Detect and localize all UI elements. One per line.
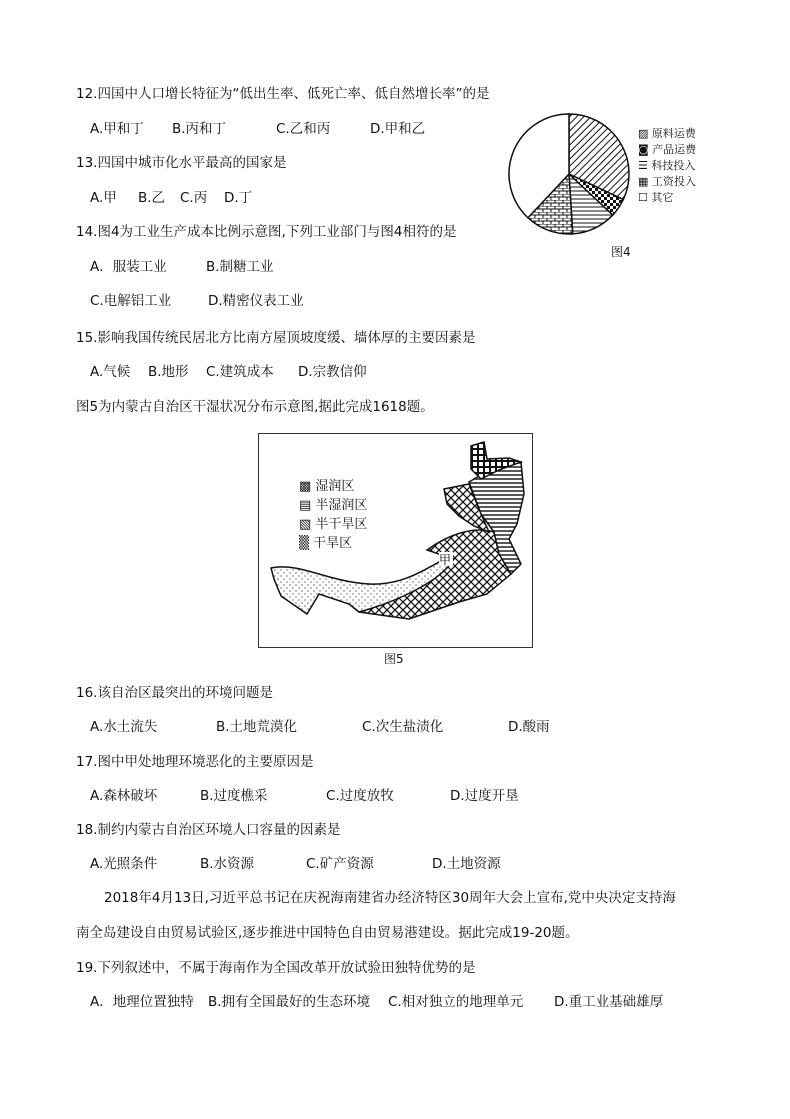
question-19-stem: 19.下列叙述中，不属于海南作为全国改革开放试验田独特优势的是 (76, 960, 476, 976)
legend-semi-arid: ▧ 半干旱区 (299, 517, 368, 532)
legend-humid: ▩ 湿润区 (299, 479, 355, 494)
hainan-paragraph-line1: 2018年4月13日,习近平总书记在庆祝海南建省办经济特区30周年大会上宣布,党中央决定支持海 (104, 890, 676, 906)
question-17-options (90, 787, 519, 805)
option-b: B.拥有全国最好的生态环境 (208, 994, 371, 1010)
option-a: A.甲和丁 (90, 121, 144, 137)
option-a: A.水土流失 (90, 719, 158, 735)
legend-label: 原料运费 (651, 127, 696, 140)
option-b: B.过度樵采 (200, 788, 268, 804)
question-13-stem: 13.四国中城市化水平最高的国家是 (76, 155, 287, 171)
question-15-stem: 15.影响我国传统民居北方比南方屋顶坡度缓、墙体厚的主要因素是 (76, 330, 476, 346)
question-14-options-2 (90, 292, 304, 310)
legend-label: 湿润区 (315, 479, 355, 494)
legend-label: 科技投入 (651, 159, 696, 172)
question-14-options (90, 258, 274, 276)
question-19-options (90, 993, 663, 1011)
option-b: B.水资源 (200, 856, 255, 872)
option-a: A．服装工业 (90, 259, 167, 275)
option-d: D.丁 (224, 190, 253, 206)
legend-product-freight: ◙ 产品运费 (638, 143, 697, 156)
option-c: C.丙 (180, 190, 208, 206)
figure-5-map (258, 433, 533, 648)
option-a: A.森林破坏 (90, 788, 158, 804)
question-16-options (90, 718, 550, 736)
option-d: D.甲和乙 (370, 121, 426, 137)
question-16-stem: 16.该自治区最突出的环境问题是 (76, 685, 273, 701)
legend-semi-humid: ▤ 半湿润区 (299, 498, 368, 513)
legend-label: 其它 (651, 191, 674, 204)
question-14-stem: 14.图4为工业生产成本比例示意图,下列工业部门与图4相符的是 (76, 224, 457, 240)
option-b: B.乙 (138, 190, 166, 206)
option-d: D.宗教信仰 (298, 364, 367, 380)
option-a: A．地理位置独特 (90, 994, 194, 1010)
legend-label: 干旱区 (313, 536, 353, 551)
option-d: D.土地资源 (432, 856, 501, 872)
option-c: C.电解铝工业 (90, 293, 172, 309)
legend-label: 产品运费 (652, 143, 697, 156)
legend-wage-input: ▦ 工资投入 (638, 175, 696, 188)
option-d: D.重工业基础雄厚 (554, 994, 664, 1010)
fig5-legend (299, 477, 367, 553)
option-c: C.过度放牧 (326, 788, 394, 804)
fig4-legend (638, 126, 696, 206)
option-b: B.丙和丁 (172, 121, 227, 137)
legend-other: ☐ 其它 (638, 191, 674, 204)
question-12-options (90, 120, 425, 138)
option-c: C.建筑成本 (206, 364, 274, 380)
fig5-caption: 图5 (384, 652, 404, 666)
question-15-options (90, 363, 367, 381)
option-b: B.制糖工业 (206, 259, 274, 275)
legend-arid: ▒ 干旱区 (299, 536, 353, 551)
legend-tech-input: ☰ 科技投入 (638, 159, 696, 172)
hainan-paragraph-line2: 南全岛建设自由贸易试验区,逐步推进中国特色自由贸易港建设。据此完成19-20题。 (76, 925, 579, 941)
question-13-options (90, 189, 252, 207)
option-c: C.乙和丙 (276, 121, 331, 137)
pie-slices (509, 114, 629, 234)
legend-label: 半干旱区 (315, 517, 368, 532)
option-c: C.次生盐渍化 (362, 719, 444, 735)
figure-4 (505, 110, 715, 260)
option-a: A.光照条件 (90, 856, 158, 872)
question-12-stem: 12.四国中人口增长特征为“低出生率、低死亡率、低自然增长率”的是 (76, 86, 490, 102)
question-18-stem: 18.制约内蒙古自治区环境人口容量的因素是 (76, 822, 341, 838)
option-c: C.矿产资源 (306, 856, 374, 872)
legend-raw-material-freight: ▨ 原料运费 (638, 127, 696, 140)
legend-label: 半湿润区 (315, 498, 368, 513)
option-a: A.气候 (90, 364, 131, 380)
fig5-intro: 图5为内蒙古自治区干湿状况分布示意图,据此完成1618题。 (76, 399, 434, 415)
option-c: C.相对独立的地理单元 (388, 994, 524, 1010)
option-d: D.过度开垦 (450, 788, 519, 804)
option-d: D.精密仪表工业 (208, 293, 304, 309)
jia-label: 甲 (439, 553, 452, 567)
question-18-options (90, 855, 501, 873)
option-a: A.甲 (90, 190, 117, 206)
fig4-caption: 图4 (611, 245, 631, 259)
legend-label: 工资投入 (651, 175, 696, 188)
option-d: D.酸雨 (508, 719, 550, 735)
option-b: B.土地荒漠化 (216, 719, 298, 735)
question-17-stem: 17.图中甲处地理环境恶化的主要原因是 (76, 754, 314, 770)
option-b: B.地形 (148, 364, 189, 380)
